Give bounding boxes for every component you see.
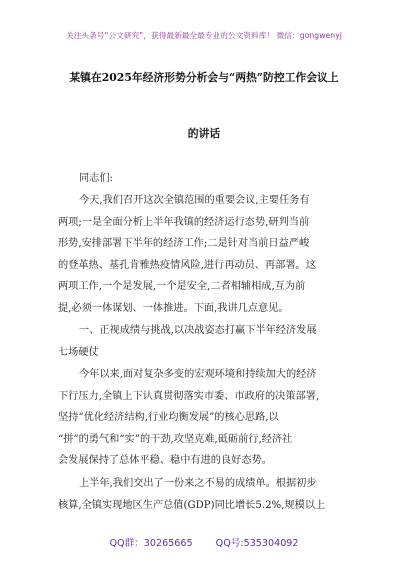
paragraph-line: “拼”的勇气和“实”的干劲,攻坚克难,砥砺前行,经济社: [58, 433, 293, 445]
promo-banner: 关注头条号“公文研究”，获得最新最全最专业的公文资料库！ 微信：gongwenyj: [66, 31, 342, 40]
paragraph-line: 坚持“优化经济结构,行业均衡发展”的核心思路,以: [58, 412, 279, 424]
qq-number: QQ号:535304092: [215, 538, 299, 549]
paragraph-line: 的登革热、基孔肯雅热疫情风险,进行再动员、再部署。这: [58, 259, 316, 271]
paragraph-line: 提,必须一体谋划、一体推进。下面,我讲几点意见。: [58, 302, 289, 314]
paragraph-line: 形势,安排部署下半年的经济工作;二是针对当前日益严峻: [58, 238, 310, 250]
salutation: [58, 168, 358, 190]
paragraph-line: 会发展保持了总体平稳、稳中有进的良好态势。: [58, 455, 272, 467]
paragraph-1: [58, 190, 358, 320]
heading-line: 七场硬仗: [58, 346, 99, 358]
paragraph-line: 两项;一是全面分析上半年我镇的经济运行态势,研判当前: [58, 216, 310, 228]
paragraph-line: 上半年,我们交出了一份来之不易的成绩单。根据初步: [79, 478, 317, 489]
paragraph-2: [58, 364, 358, 472]
salutation-text: 同志们:: [79, 173, 113, 184]
paragraph-line: 今年以来,面对复杂多变的宏观环境和持续加大的经济: [79, 369, 317, 380]
title-line-1: 某镇在2025年经济形势分析会与“两热”防控工作会议上: [69, 71, 339, 84]
paragraph-3: [58, 473, 358, 516]
paragraph-line: 核算,全镇实现地区生产总值(GDP)同比增长5.2%,规模以上: [58, 499, 326, 511]
paragraph-line: 两项工作,一个是发展,一个是安全,二者相辅相成,互为前: [58, 281, 306, 293]
qq-group: QQ群：30265665: [109, 538, 193, 549]
paragraph-line: 下行压力,全镇上下认真贯彻落实市委、市政府的决策部署,: [58, 390, 320, 402]
section-heading-1: [58, 320, 358, 363]
paragraph-line: 今天,我们召开这次全镇范围的重要会议,主要任务有: [79, 195, 310, 206]
footer-contact: [0, 535, 408, 549]
title-line-2: 的讲话: [187, 127, 221, 140]
heading-line: 一、正视成绩与挑战,以决战姿态打赢下半年经济发展: [79, 325, 317, 336]
